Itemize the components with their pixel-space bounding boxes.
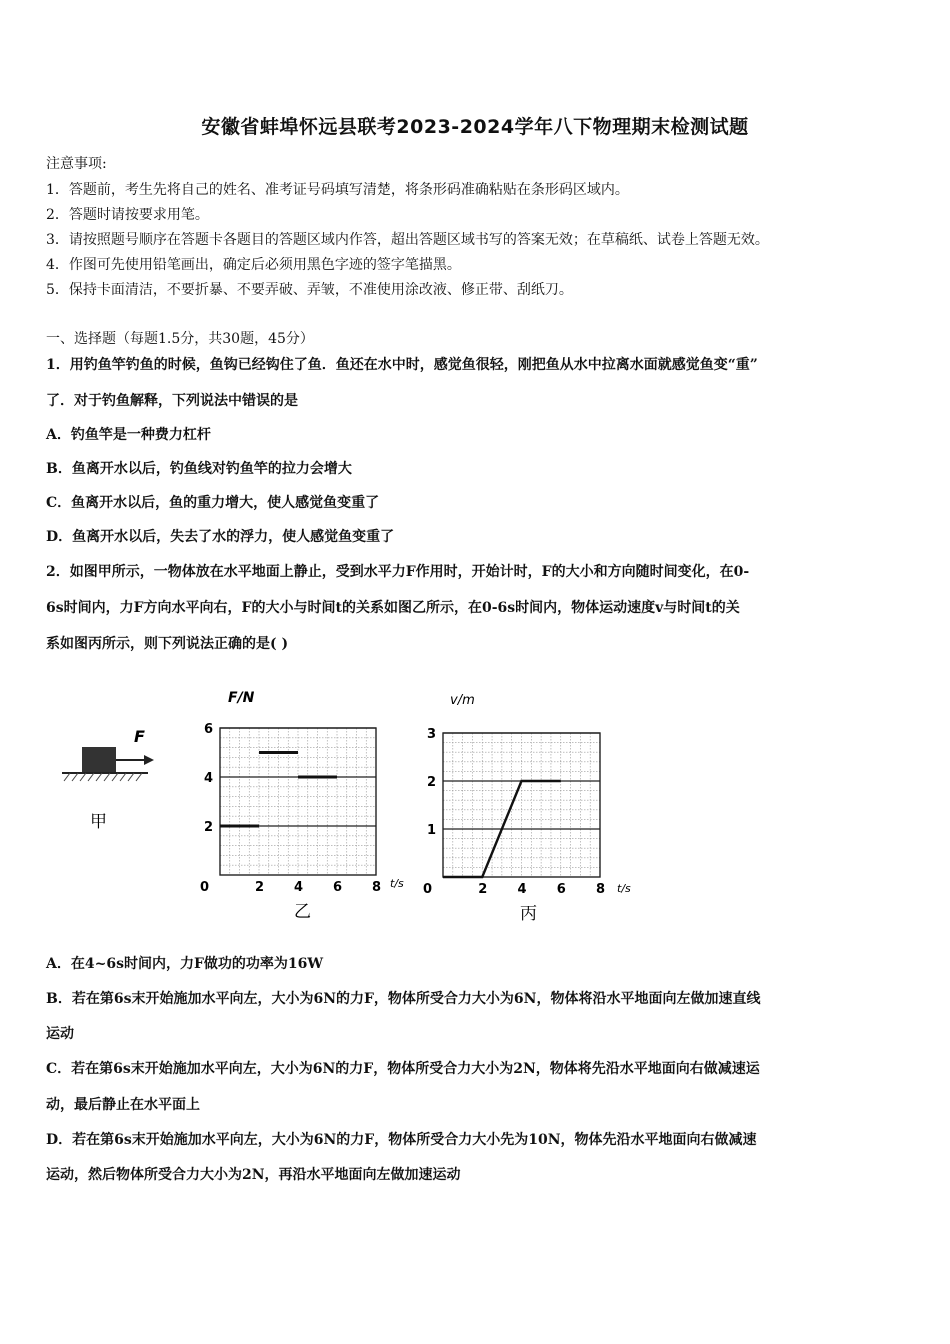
notice-heading: 注意事项: xyxy=(46,156,107,172)
y-tick-label: 3 xyxy=(427,727,437,742)
x-axis-label: t/s xyxy=(617,882,631,895)
y-tick-label: 4 xyxy=(204,771,214,786)
notice-item: 3．请按照题号顺序在答题卡各题目的答题区域内作答，超出答题区域书写的答案无效；在草稿纸、试卷上答题无效。 xyxy=(46,232,769,248)
force-arrow-head xyxy=(144,755,154,765)
q1-option: C．鱼离开水以后，鱼的重力增大，使人感觉鱼变重了 xyxy=(46,495,380,511)
grid xyxy=(220,728,376,875)
figure-caption: 甲 xyxy=(90,812,107,832)
notice-item: 5．保持卡面清洁，不要折暴、不要弄破、弄皱，不准使用涂改液、修正带、刮纸刀。 xyxy=(46,282,573,298)
q2-stem: 6s时间内，力F方向水平向右，F的大小与时间t的关系如图乙所示，在0-6s时间内，物体运动速度v与时间t的关 xyxy=(46,600,740,616)
notice-item: 1．答题前，考生先将自己的姓名、准考证号码填写清楚，将条形码准确粘贴在条形码区域内。 xyxy=(46,182,629,198)
y-tick-label: 6 xyxy=(204,722,214,737)
x-tick-label: 4 xyxy=(517,882,527,897)
section-heading: 一、选择题（每题1.5分，共30题，45分） xyxy=(46,331,314,347)
y-tick-label: 2 xyxy=(204,820,214,835)
q2-stem: 系如图丙所示，则下列说法正确的是( ) xyxy=(46,636,289,652)
q1-option: A．钓鱼竿是一种费力杠杆 xyxy=(46,427,211,443)
chart-bing xyxy=(410,682,640,927)
figure-jia xyxy=(56,715,176,845)
q2-option: 动，最后静止在水平面上 xyxy=(46,1097,200,1113)
y-tick-label: 1 xyxy=(427,823,437,838)
y-tick-label: 2 xyxy=(427,775,437,790)
q1-option: B．鱼离开水以后，钓鱼线对钓鱼竿的拉力会增大 xyxy=(46,461,352,477)
block xyxy=(82,747,116,773)
q2-option: 运动，然后物体所受合力大小为2N，再沿水平地面向左做加速运动 xyxy=(46,1167,461,1183)
q1-option: D．鱼离开水以后，失去了水的浮力，使人感觉鱼变重了 xyxy=(46,529,395,545)
x-tick-label: 6 xyxy=(333,880,343,895)
x-tick-label: 8 xyxy=(596,882,606,897)
ground-hatch xyxy=(64,773,142,781)
grid xyxy=(443,733,600,877)
q2-option: D．若在第6s末开始施加水平向左，大小为6N的力F，物体所受合力大小先为10N，物体先沿水平地面向右做减速 xyxy=(46,1132,757,1148)
x-tick-label: 8 xyxy=(372,880,382,895)
y-axis-label: v/m xyxy=(450,693,475,708)
x-tick-label: 0 xyxy=(423,882,433,897)
force-label: F xyxy=(134,727,145,746)
x-tick-label: 6 xyxy=(556,882,566,897)
x-tick-label: 4 xyxy=(294,880,304,895)
x-tick-label: 2 xyxy=(478,882,488,897)
x-tick-label: 0 xyxy=(200,880,210,895)
q2-stem: 2．如图甲所示，一物体放在水平地面上静止，受到水平力F作用时，开始计时，F的大小和方向随时间变化，在0- xyxy=(46,564,750,580)
q1-stem: 1．用钓鱼竿钓鱼的时候，鱼钩已经钩住了鱼．鱼还在水中时，感觉鱼很轻，刚把鱼从水中拉离水面就感觉鱼变“重” xyxy=(46,357,758,373)
figure-caption: 丙 xyxy=(520,904,537,924)
q2-option: A．在4~6s时间内，力F做功的功率为16W xyxy=(46,956,324,972)
notice-item: 2．答题时请按要求用笔。 xyxy=(46,207,209,223)
q2-option: 运动 xyxy=(46,1026,74,1042)
chart-yi xyxy=(190,682,405,927)
q2-option: C．若在第6s末开始施加水平向左，大小为6N的力F，物体所受合力大小为2N，物体将先沿水平地面向右做减速运 xyxy=(46,1061,760,1077)
x-tick-label: 2 xyxy=(255,880,265,895)
y-axis-label: F/N xyxy=(228,690,255,706)
q1-stem: 了．对于钓鱼解释，下列说法中错误的是 xyxy=(46,393,298,409)
q2-option: B．若在第6s末开始施加水平向左，大小为6N的力F，物体所受合力大小为6N，物体将沿水平地面向左做加速直线 xyxy=(46,991,761,1007)
figure-caption: 乙 xyxy=(294,902,311,922)
notice-item: 4．作图可先使用铅笔画出，确定后必须用黑色字迹的签字笔描黑。 xyxy=(46,257,461,273)
page-title: 安徽省蚌埠怀远县联考2023-2024学年八下物理期末检测试题 xyxy=(201,116,749,138)
x-axis-label: t/s xyxy=(390,877,404,890)
